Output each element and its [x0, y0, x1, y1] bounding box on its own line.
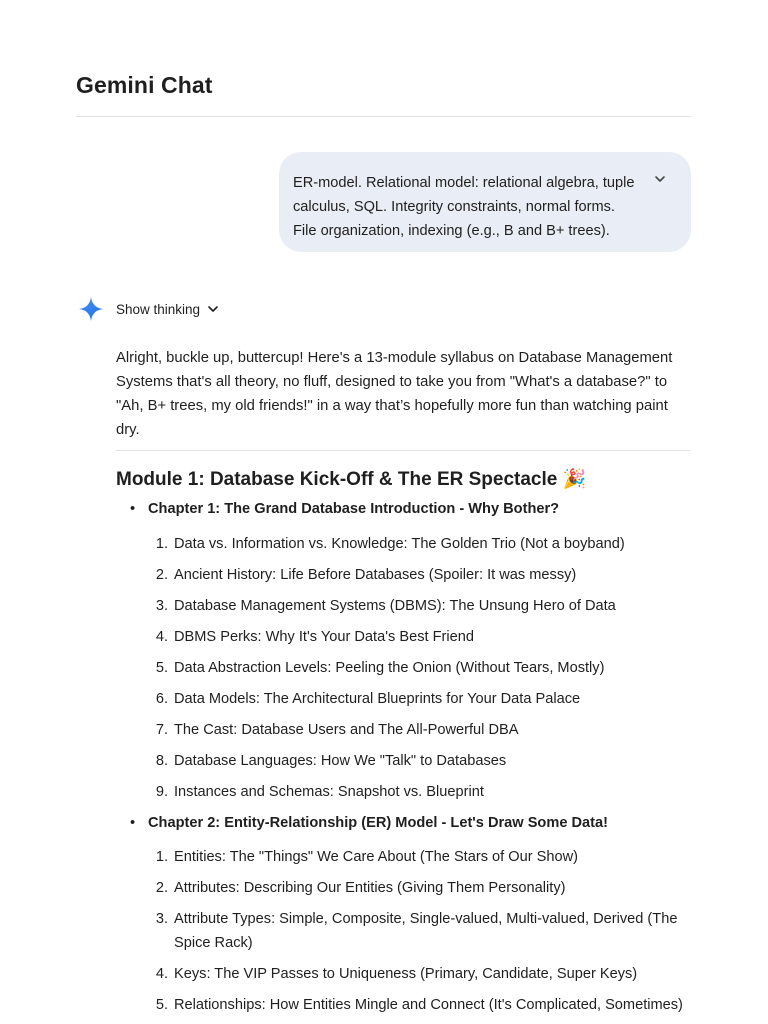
intro-line: "Ah, B+ trees, my old friends!" in a way that’s hopefully more fun than watching paint [116, 398, 668, 414]
item-text: Ancient History: Life Before Databases (Spoiler: It was messy) [174, 567, 577, 583]
item-number: 1. [155, 536, 168, 552]
item-text: Attribute Types: Simple, Composite, Single-valued, Multi-valued, Derived (The [174, 911, 678, 927]
module-heading: Module 1: Database Kick-Off & The ER Spectacle 🎉 [116, 469, 587, 490]
item-number: 8. [155, 753, 168, 769]
item-text: Entities: The "Things" We Care About (The Stars of Our Show) [174, 849, 579, 865]
item-number: 6. [155, 691, 168, 707]
user-message-bubble [279, 152, 691, 252]
show-thinking-label: Show thinking [116, 301, 201, 317]
chapter-title: Chapter 2: Entity-Relationship (ER) Model - Let's Draw Some Data! [148, 815, 608, 831]
intro-line: dry. [116, 422, 140, 438]
response-divider [116, 450, 691, 451]
page-title: Gemini Chat [76, 72, 213, 98]
item-number: 2. [155, 880, 168, 896]
chapter-heading [130, 501, 559, 517]
item-number: 1. [155, 849, 168, 865]
user-message-line: File organization, indexing (e.g., B and B+ trees). [293, 223, 610, 239]
item-text: Spice Rack) [174, 935, 253, 951]
user-message-line: calculus, SQL. Integrity constraints, normal forms. [293, 199, 615, 215]
item-text: Data vs. Information vs. Knowledge: The Golden Trio (Not a boyband) [174, 536, 625, 552]
item-number: 4. [155, 629, 168, 645]
item-text: Data Models: The Architectural Blueprints for Your Data Palace [174, 691, 581, 707]
response-intro [116, 346, 696, 442]
item-number: 5. [155, 997, 168, 1013]
item-text: Data Abstraction Levels: Peeling the Onion (Without Tears, Mostly) [174, 660, 605, 676]
bullet: • [130, 501, 136, 517]
chevron-down-icon [206, 302, 220, 316]
user-message-text [293, 171, 648, 243]
show-thinking-toggle[interactable] [116, 298, 220, 320]
intro-line: Alright, buckle up, buttercup! Here's a 13-module syllabus on Database Management [116, 350, 673, 366]
item-number: 4. [155, 966, 168, 982]
item-text: Relationships: How Entities Mingle and Connect (It's Complicated, Sometimes) [174, 997, 683, 1013]
intro-line: Systems that's all theory, no fluff, designed to take you from "What's a database?" to [116, 374, 668, 390]
chapter-title: Chapter 1: The Grand Database Introduction - Why Bother? [148, 501, 560, 517]
item-text: Database Languages: How We "Talk" to Databases [174, 753, 507, 769]
item-text: Instances and Schemas: Snapshot vs. Blueprint [174, 784, 484, 800]
chevron-down-icon[interactable] [653, 172, 667, 186]
item-text: Database Management Systems (DBMS): The Unsung Hero of Data [174, 598, 616, 614]
item-text: Attributes: Describing Our Entities (Giving Them Personality) [174, 880, 566, 896]
item-text: The Cast: Database Users and The All-Powerful DBA [174, 722, 519, 738]
item-number: 2. [155, 567, 168, 583]
gemini-sparkle-icon [78, 296, 104, 322]
user-message-line: ER-model. Relational model: relational algebra, tuple [293, 175, 635, 191]
bullet: • [130, 815, 136, 831]
item-number: 3. [155, 911, 168, 927]
item-number: 5. [155, 660, 168, 676]
chapter-heading [130, 815, 608, 831]
item-number: 3. [155, 598, 168, 614]
item-number: 7. [155, 722, 168, 738]
item-number: 9. [155, 784, 168, 800]
item-text: DBMS Perks: Why It's Your Data's Best Friend [174, 629, 474, 645]
item-text: Keys: The VIP Passes to Uniqueness (Primary, Candidate, Super Keys) [174, 966, 638, 982]
header-divider [76, 116, 691, 117]
